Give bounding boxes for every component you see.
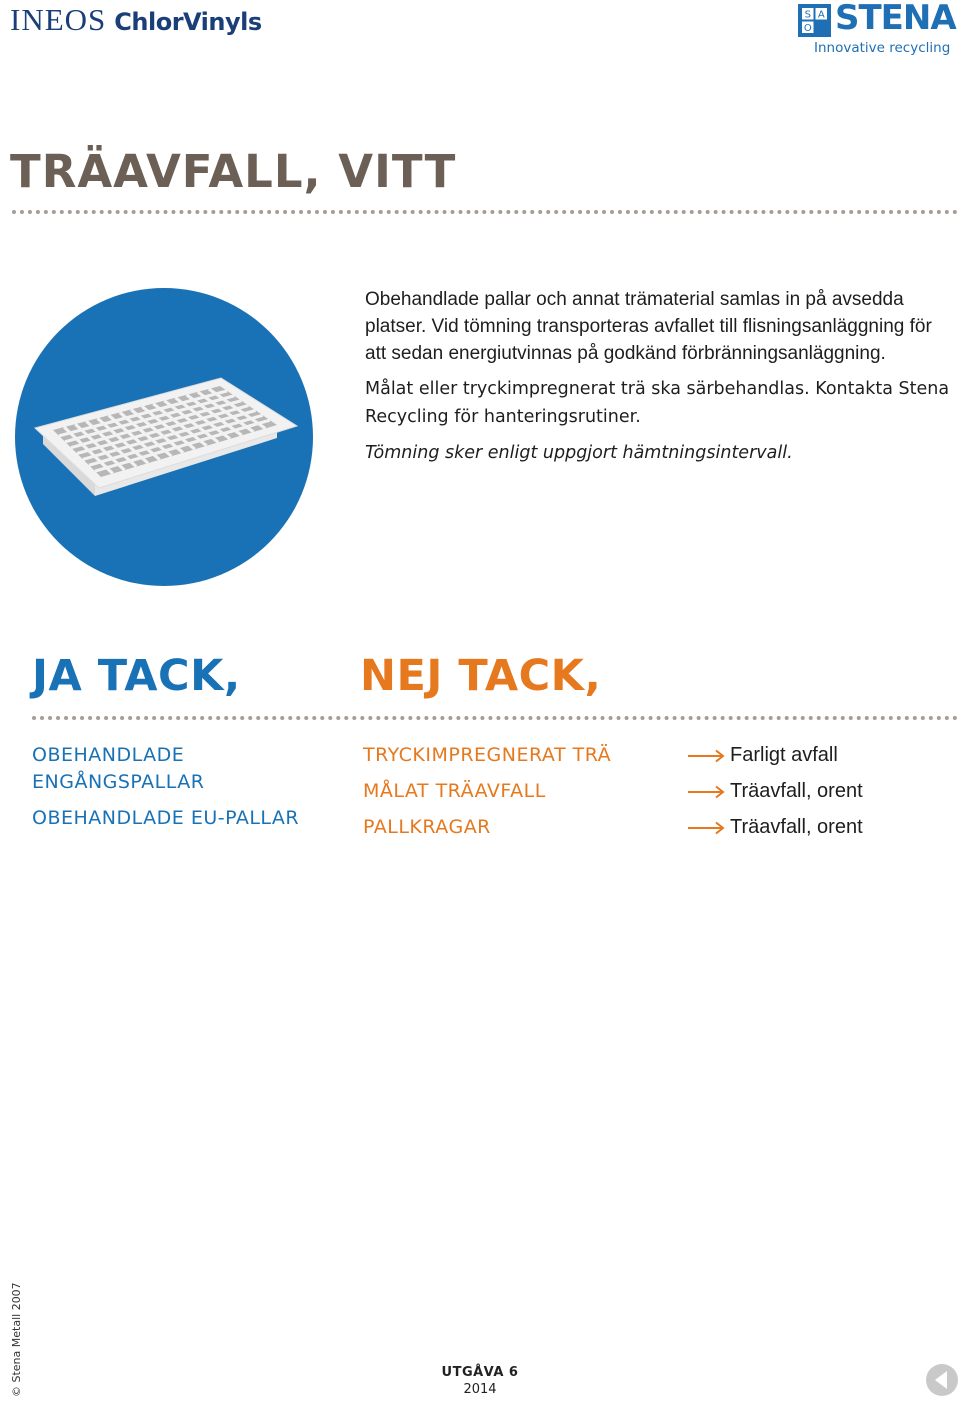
- ineos-chlorvinyls-logo: [10, 2, 262, 38]
- rejected-heading: NEJ TACK,: [360, 651, 602, 701]
- description-paragraph: Obehandlade pallar och annat trämaterial samlas in på avsedda platser. Vid tömning transporteras avfallet till flisningsanläggning för att sedan energiutvinnas på godkänd förbränningsanläggning.: [365, 289, 932, 364]
- pallet-illustration: [15, 288, 313, 586]
- page-title: TRÄAVFALL, VITT: [10, 145, 457, 198]
- arrow-right-icon: [688, 785, 726, 799]
- stena-mark-icon: [798, 4, 831, 37]
- stena-brand: STENA: [835, 0, 956, 38]
- special-handling-note: Målat eller tryckimpregnerat trä ska särbehandlas. Kontakta Stena Recycling för hanteringsrutiner.: [365, 379, 950, 427]
- destination-label: Farligt avfall: [730, 744, 838, 766]
- arrow-right-icon: [688, 821, 726, 835]
- accepted-heading: JA TACK,: [32, 651, 241, 701]
- back-arrow-icon: [925, 1363, 959, 1397]
- list-item: TRYCKIMPREGNERAT TRÄ: [363, 744, 612, 766]
- edition-year: 2014: [463, 1382, 497, 1397]
- stena-mark-letter: O: [803, 23, 812, 34]
- list-item: OBEHANDLADE EU-PALLAR: [32, 807, 300, 829]
- rejected-list: [363, 742, 663, 850]
- edition-info: [420, 1364, 540, 1398]
- destination-item: [688, 814, 958, 841]
- title-divider: [12, 210, 958, 214]
- stena-tagline: Innovative recycling: [814, 40, 951, 56]
- edition-label: UTGÅVA 6: [441, 1365, 519, 1380]
- list-item: OBEHANDLADE: [32, 744, 185, 766]
- destination-list: [688, 742, 958, 850]
- list-item: ENGÅNGSPALLAR: [32, 771, 205, 793]
- copyright-notice: © Stena Metall 2007: [10, 1282, 23, 1397]
- ineos-division: ChlorVinyls: [114, 8, 262, 36]
- ineos-brand: INEOS: [10, 2, 107, 37]
- stena-mark-letter: A: [817, 9, 825, 21]
- back-button[interactable]: [925, 1363, 959, 1397]
- description: [365, 286, 955, 466]
- stena-mark-letter: S: [804, 9, 811, 21]
- list-item: PALLKRAGAR: [363, 816, 491, 838]
- emptying-interval-note: Tömning sker enligt uppgjort hämtningsintervall.: [365, 443, 793, 463]
- destination-label: Träavfall, orent: [730, 780, 863, 802]
- destination-item: [688, 778, 958, 805]
- accepted-list: [32, 742, 332, 832]
- destination-item: [688, 742, 958, 769]
- stena-logo: [798, 2, 958, 60]
- list-item: MÅLAT TRÄAVFALL: [363, 780, 546, 802]
- pallet-icon: [15, 288, 313, 586]
- section-divider: [32, 716, 958, 720]
- arrow-right-icon: [688, 749, 726, 763]
- destination-label: Träavfall, orent: [730, 816, 863, 838]
